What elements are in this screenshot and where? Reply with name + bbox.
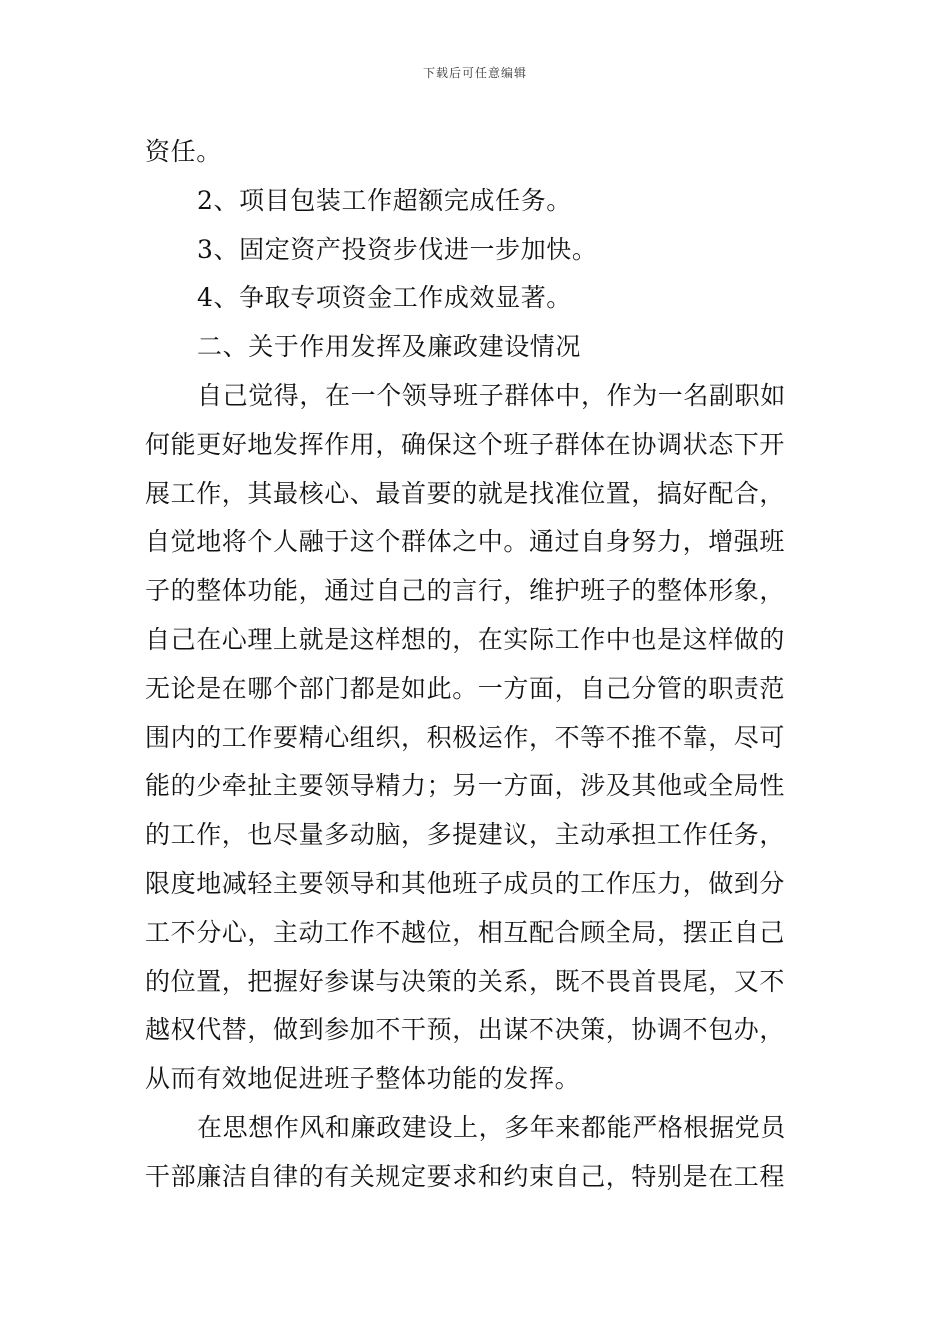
- paragraph-line: 在思想作风和廉政建设上，多年来都能严格根据党员: [197, 1112, 786, 1142]
- list-item-2: 2、项目包装工作超额完成任务。: [197, 185, 572, 215]
- paragraph-line: 的位置，把握好参谋与决策的关系，既不畏首畏尾，又不: [145, 966, 786, 996]
- paragraph-line: 围内的工作要精心组织，积极运作，不等不推不靠，尽可: [145, 722, 786, 752]
- paragraph-line: 自己在心理上就是这样想的，在实际工作中也是这样做的: [145, 624, 786, 654]
- paragraph-line: 干部廉洁自律的有关规定要求和约束自己，特别是在工程: [145, 1161, 786, 1191]
- paragraph-line: 的工作，也尽量多动脑，多提建议，主动承担工作任务，: [145, 820, 786, 850]
- list-item-3: 3、固定资产投资步伐进一步加快。: [197, 234, 598, 264]
- page-header: 下载后可任意编辑: [422, 66, 527, 80]
- paragraph-line: 能的少牵扯主要领导精力；另一方面，涉及其他或全局性: [145, 771, 786, 801]
- paragraph-line: 何能更好地发挥作用，确保这个班子群体在协调状态下开: [145, 429, 786, 459]
- list-item-4: 4、争取专项资金工作成效显著。: [197, 283, 572, 313]
- paragraph-line: 从而有效地促进班子整体功能的发挥。: [145, 1064, 581, 1094]
- paragraph-line: 展工作，其最核心、最首要的就是找准位置，搞好配合，: [145, 478, 786, 508]
- paragraph-line: 子的整体功能，通过自己的言行，维护班子的整体形象，: [145, 576, 786, 606]
- text-line: 资任。: [145, 137, 222, 166]
- paragraph-line: 无论是在哪个部门都是如此。一方面，自己分管的职责范: [145, 673, 786, 703]
- paragraph-line: 越权代替，做到参加不干预，出谋不决策，协调不包办，: [145, 1015, 786, 1045]
- body-text: [145, 128, 815, 1202]
- paragraph-line: 限度地减轻主要领导和其他班子成员的工作压力，做到分: [145, 868, 786, 898]
- section-heading: 二、关于作用发挥及廉政建设情况: [197, 332, 582, 362]
- paragraph-line: 自觉地将个人融于这个群体之中。通过自身努力，增强班: [145, 527, 786, 557]
- paragraph-line: 工不分心，主动工作不越位，相互配合顾全局，摆正自己: [145, 917, 786, 947]
- paragraph-line: 自己觉得，在一个领导班子群体中，作为一名副职如: [197, 380, 786, 410]
